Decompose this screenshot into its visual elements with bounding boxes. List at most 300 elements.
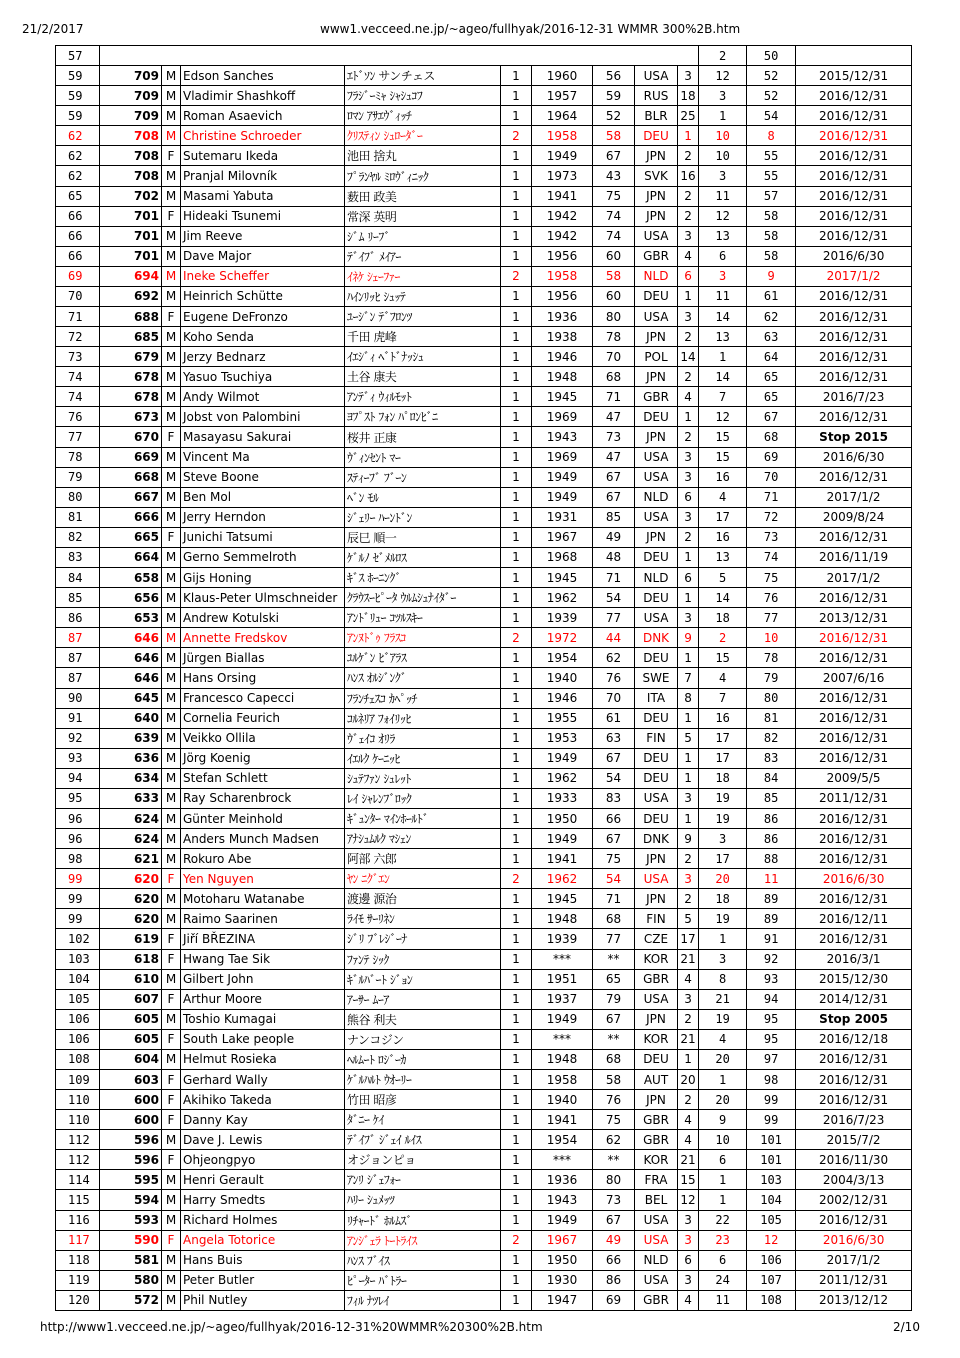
country-count-cell: 5 xyxy=(699,568,747,588)
points-cell: 701 xyxy=(100,226,162,246)
date-cell: 2016/12/31 xyxy=(796,1069,912,1089)
category-cell: 1 xyxy=(501,568,532,588)
sex-cell: F xyxy=(162,527,181,547)
birth-year-cell: 1936 xyxy=(532,1170,593,1190)
country-count-cell: 18 xyxy=(699,608,747,628)
rank-cell: 69 xyxy=(56,266,100,286)
country-rank-cell: 6 xyxy=(678,487,699,507)
country-rank-cell: 2 xyxy=(678,206,699,226)
sex-cell: M xyxy=(162,808,181,828)
age-cell: 65 xyxy=(593,969,635,989)
number-cell: 58 xyxy=(747,206,796,226)
country-count-cell: 15 xyxy=(699,648,747,668)
points-cell: 656 xyxy=(100,588,162,608)
birth-year-cell: 1945 xyxy=(532,889,593,909)
country-rank-cell: 9 xyxy=(678,628,699,648)
country-count-cell: 3 xyxy=(699,949,747,969)
country-count-cell: 1 xyxy=(699,929,747,949)
name-cell: Cornelia Feurich xyxy=(181,708,345,728)
points-cell: 665 xyxy=(100,527,162,547)
name-cell: Jiří BŘEZINA xyxy=(181,929,345,949)
age-cell: 49 xyxy=(593,527,635,547)
points-cell: 645 xyxy=(100,688,162,708)
country-cell: KOR xyxy=(635,949,678,969)
rank-cell: 65 xyxy=(56,186,100,206)
name-cell: Gerhard Wally xyxy=(181,1069,345,1089)
japanese-name-cell: ｲﾈｹ ｼｪｰﾌｧｰ xyxy=(345,266,501,286)
category-cell: 1 xyxy=(501,246,532,266)
rank-cell: 92 xyxy=(56,728,100,748)
points-cell: 600 xyxy=(100,1110,162,1130)
age-cell: 73 xyxy=(593,427,635,447)
rank-cell: 74 xyxy=(56,387,100,407)
category-cell: 1 xyxy=(501,467,532,487)
category-cell: 1 xyxy=(501,327,532,347)
number-cell: 86 xyxy=(747,808,796,828)
sex-cell: M xyxy=(162,1250,181,1270)
category-cell: 1 xyxy=(501,949,532,969)
name-cell: Gerno Semmelroth xyxy=(181,547,345,567)
name-cell: Veikko Ollila xyxy=(181,728,345,748)
japanese-name-cell: ﾘﾁｬｰﾄﾞ ﾎﾙﾑｽﾞ xyxy=(345,1210,501,1230)
country-cell: FIN xyxy=(635,728,678,748)
country-count-cell: 3 xyxy=(699,266,747,286)
name-cell: Arthur Moore xyxy=(181,989,345,1009)
category-cell: 1 xyxy=(501,367,532,387)
table-row xyxy=(56,768,912,788)
country-count-cell: 1 xyxy=(699,1069,747,1089)
country-rank-cell: 2 xyxy=(678,1090,699,1110)
table-row xyxy=(56,226,912,246)
category-cell: 1 xyxy=(501,1290,532,1310)
country-count-cell: 11 xyxy=(699,1290,747,1310)
points-cell: 636 xyxy=(100,748,162,768)
points-cell: 605 xyxy=(100,1029,162,1049)
birth-year-cell: 1962 xyxy=(532,869,593,889)
rank-cell: 79 xyxy=(56,467,100,487)
date-cell: 2016/12/31 xyxy=(796,628,912,648)
country-count-cell: 1 xyxy=(699,1190,747,1210)
date-cell: 2016/12/31 xyxy=(796,748,912,768)
category-cell: 1 xyxy=(501,447,532,467)
country-cell: USA xyxy=(635,447,678,467)
name-cell: Ben Mol xyxy=(181,487,345,507)
country-count-cell: 18 xyxy=(699,768,747,788)
birth-year-cell: 1939 xyxy=(532,608,593,628)
japanese-name-cell: ｷﾞｭﾝﾀｰ ﾏｲﾝﾎｰﾙﾄﾞ xyxy=(345,808,501,828)
birth-year-cell: 1940 xyxy=(532,668,593,688)
age-cell: 67 xyxy=(593,829,635,849)
category-cell: 1 xyxy=(501,1069,532,1089)
japanese-name-cell: ｱﾝﾄﾞﾘｭｰ ｺﾂﾙｽｷｰ xyxy=(345,608,501,628)
birth-year-cell: 1942 xyxy=(532,206,593,226)
date-cell: 2016/12/31 xyxy=(796,849,912,869)
number-cell: 75 xyxy=(747,568,796,588)
birth-year-cell: 1949 xyxy=(532,146,593,166)
age-cell: 68 xyxy=(593,367,635,387)
country-rank-cell: 4 xyxy=(678,1110,699,1130)
table-row xyxy=(56,86,912,106)
points-cell: 594 xyxy=(100,1190,162,1210)
birth-year-cell: 1943 xyxy=(532,427,593,447)
birth-year-cell: 1938 xyxy=(532,327,593,347)
country-number-cell: 2 xyxy=(699,46,747,66)
name-cell: Eugene DeFronzo xyxy=(181,307,345,327)
country-rank-cell: 3 xyxy=(678,307,699,327)
birth-year-cell: 1946 xyxy=(532,347,593,367)
name-cell: Jörg Koenig xyxy=(181,748,345,768)
rank-cell: 91 xyxy=(56,708,100,728)
birth-year-cell: 1969 xyxy=(532,447,593,467)
points-cell: 590 xyxy=(100,1230,162,1250)
rank-cell: 112 xyxy=(56,1150,100,1170)
table-row xyxy=(56,989,912,1009)
category-cell: 1 xyxy=(501,608,532,628)
birth-year-cell: 1945 xyxy=(532,568,593,588)
japanese-name-cell: ﾃﾞｲﾌﾞ ｼﾞｪｲ ﾙｲｽ xyxy=(345,1130,501,1150)
points-cell: 664 xyxy=(100,547,162,567)
age-cell: 58 xyxy=(593,126,635,146)
page-url-header: www1.vecceed.ne.jp/~ageo/fullhyak/2016-12-31 WMMR 300%2B.htm xyxy=(320,22,741,36)
table-row xyxy=(56,608,912,628)
date-cell: Stop 2015 xyxy=(796,427,912,447)
date-cell: Stop 2005 xyxy=(796,1009,912,1029)
age-cell: 66 xyxy=(593,808,635,828)
date-cell: 2016/12/31 xyxy=(796,126,912,146)
category-cell: 1 xyxy=(501,286,532,306)
age-cell: 70 xyxy=(593,347,635,367)
age-cell: 75 xyxy=(593,849,635,869)
points-cell: 600 xyxy=(100,1090,162,1110)
country-rank-cell: 2 xyxy=(678,367,699,387)
birth-year-cell: 1939 xyxy=(532,929,593,949)
age-cell: 67 xyxy=(593,467,635,487)
sex-cell: M xyxy=(162,1130,181,1150)
birth-year-cell: 1950 xyxy=(532,808,593,828)
country-rank-cell: 16 xyxy=(678,166,699,186)
birth-year-cell: 1946 xyxy=(532,688,593,708)
age-cell: 83 xyxy=(593,788,635,808)
age-cell: 44 xyxy=(593,628,635,648)
points-cell: 708 xyxy=(100,146,162,166)
country-rank-cell: 18 xyxy=(678,86,699,106)
name-cell: Steve Boone xyxy=(181,467,345,487)
number-cell: 91 xyxy=(747,929,796,949)
age-cell: 54 xyxy=(593,768,635,788)
category-cell: 1 xyxy=(501,1270,532,1290)
country-cell: JPN xyxy=(635,327,678,347)
category-cell: 1 xyxy=(501,206,532,226)
sex-cell: M xyxy=(162,407,181,427)
country-rank-cell: 3 xyxy=(678,507,699,527)
rank-cell: 114 xyxy=(56,1170,100,1190)
country-cell: USA xyxy=(635,788,678,808)
name-cell: Pranjal Milovník xyxy=(181,166,345,186)
age-cell: 74 xyxy=(593,226,635,246)
age-cell: 67 xyxy=(593,748,635,768)
japanese-name-cell: ｷﾞｽ ﾎｰﾆﾝｸﾞ xyxy=(345,568,501,588)
age-cell: 86 xyxy=(593,1270,635,1290)
sex-cell: M xyxy=(162,648,181,668)
number-cell: 107 xyxy=(747,1270,796,1290)
sex-cell: M xyxy=(162,467,181,487)
country-cell: GBR xyxy=(635,387,678,407)
number-cell: 89 xyxy=(747,889,796,909)
country-cell: JPN xyxy=(635,186,678,206)
country-rank-cell: 3 xyxy=(678,989,699,1009)
points-cell: 605 xyxy=(100,1009,162,1029)
country-count-cell: 17 xyxy=(699,748,747,768)
country-count-cell: 24 xyxy=(699,1270,747,1290)
country-count-cell: 13 xyxy=(699,327,747,347)
date-cell xyxy=(796,46,912,66)
number-cell: 50 xyxy=(747,46,796,66)
birth-year-cell: 1954 xyxy=(532,1130,593,1150)
category-cell: 2 xyxy=(501,628,532,648)
country-cell: USA xyxy=(635,1210,678,1230)
table-row xyxy=(56,367,912,387)
category-cell: 1 xyxy=(501,668,532,688)
date-cell: 2016/12/31 xyxy=(796,889,912,909)
number-cell: 61 xyxy=(747,286,796,306)
birth-year-cell: 1941 xyxy=(532,849,593,869)
country-count-cell: 3 xyxy=(699,86,747,106)
country-rank-cell: 2 xyxy=(678,427,699,447)
japanese-name-cell: ﾋﾟｰﾀｰ ﾊﾞﾄﾗｰ xyxy=(345,1270,501,1290)
japanese-name-cell: ｼﾞｪﾘｰ ﾊｰﾝﾄﾞﾝ xyxy=(345,507,501,527)
date-cell: 2016/12/31 xyxy=(796,808,912,828)
category-cell: 1 xyxy=(501,708,532,728)
category-cell: 1 xyxy=(501,909,532,929)
country-rank-cell: 3 xyxy=(678,467,699,487)
rank-cell: 59 xyxy=(56,106,100,126)
country-rank-cell: 1 xyxy=(678,1049,699,1069)
number-cell: 65 xyxy=(747,387,796,407)
number-cell: 104 xyxy=(747,1190,796,1210)
age-cell: 85 xyxy=(593,507,635,527)
category-cell: 1 xyxy=(501,1210,532,1230)
date-cell: 2016/12/31 xyxy=(796,146,912,166)
country-cell: NLD xyxy=(635,487,678,507)
table-row xyxy=(56,1090,912,1110)
sex-cell: M xyxy=(162,547,181,567)
country-cell: JPN xyxy=(635,889,678,909)
japanese-name-cell: ﾍﾞﾝ ﾓﾙ xyxy=(345,487,501,507)
date-cell: 2016/12/31 xyxy=(796,407,912,427)
number-cell: 108 xyxy=(747,1290,796,1310)
japanese-name-cell: ﾊﾘｰ ｼｭﾒｯﾂ xyxy=(345,1190,501,1210)
country-rank-cell: 6 xyxy=(678,568,699,588)
points-cell: 668 xyxy=(100,467,162,487)
name-cell: Dave J. Lewis xyxy=(181,1130,345,1150)
table-row xyxy=(56,166,912,186)
number-cell: 12 xyxy=(747,1230,796,1250)
age-cell: 80 xyxy=(593,1170,635,1190)
number-cell: 74 xyxy=(747,547,796,567)
japanese-name-cell: ﾌﾗｼﾞｰﾐｬ ｼｬｼｭｺﾌ xyxy=(345,86,501,106)
country-rank-cell: 3 xyxy=(678,869,699,889)
sex-cell: F xyxy=(162,929,181,949)
japanese-name-cell: 土谷 康夫 xyxy=(345,367,501,387)
number-cell: 97 xyxy=(747,1049,796,1069)
country-cell: RUS xyxy=(635,86,678,106)
country-rank-cell: 21 xyxy=(678,1029,699,1049)
country-rank-cell: 2 xyxy=(678,527,699,547)
sex-cell: M xyxy=(162,186,181,206)
sex-cell: M xyxy=(162,1290,181,1310)
sex-cell: F xyxy=(162,989,181,1009)
table-row xyxy=(56,1069,912,1089)
rank-cell: 96 xyxy=(56,808,100,828)
japanese-name-cell: 竹田 昭彦 xyxy=(345,1090,501,1110)
number-cell: 94 xyxy=(747,989,796,1009)
country-cell: JPN xyxy=(635,146,678,166)
name-cell: Hans Orsing xyxy=(181,668,345,688)
table-row xyxy=(56,1049,912,1069)
country-cell: CZE xyxy=(635,929,678,949)
country-cell: JPN xyxy=(635,427,678,447)
japanese-name-cell: ｲｴﾙｸ ｹｰﾆｯﾋ xyxy=(345,748,501,768)
japanese-name-cell: ﾖﾌﾟｽﾄ ﾌｫﾝ ﾊﾟﾛﾝﾋﾞﾆ xyxy=(345,407,501,427)
country-count-cell: 17 xyxy=(699,728,747,748)
date-cell: 2016/7/23 xyxy=(796,1110,912,1130)
japanese-name-cell: ﾕﾙｹﾞﾝ ﾋﾞｱﾗｽ xyxy=(345,648,501,668)
rank-cell: 73 xyxy=(56,347,100,367)
japanese-name-cell: ﾍﾙﾑｰﾄ ﾛｼﾞｰｶ xyxy=(345,1049,501,1069)
country-cell: KOR xyxy=(635,1029,678,1049)
date-cell: 2002/12/31 xyxy=(796,1190,912,1210)
number-cell: 80 xyxy=(747,688,796,708)
name-cell: Hideaki Tsunemi xyxy=(181,206,345,226)
number-cell: 103 xyxy=(747,1170,796,1190)
country-rank-cell: 1 xyxy=(678,407,699,427)
category-cell: 1 xyxy=(501,527,532,547)
country-rank-cell: 17 xyxy=(678,929,699,949)
category-cell: 1 xyxy=(501,829,532,849)
japanese-name-cell: ﾊﾝｽ ｵﾙｼﾞﾝｸﾞ xyxy=(345,668,501,688)
table-row xyxy=(56,788,912,808)
date-cell: 2015/12/31 xyxy=(796,66,912,86)
country-count-cell: 1 xyxy=(699,347,747,367)
sex-cell: M xyxy=(162,728,181,748)
rank-cell: 59 xyxy=(56,86,100,106)
birth-year-cell: 1941 xyxy=(532,1110,593,1130)
country-rank-cell: 1 xyxy=(678,648,699,668)
number-cell: 55 xyxy=(747,146,796,166)
age-cell: 60 xyxy=(593,246,635,266)
country-rank-cell: 2 xyxy=(678,1009,699,1029)
table-row xyxy=(56,728,912,748)
sex-cell: M xyxy=(162,588,181,608)
country-cell: DEU xyxy=(635,286,678,306)
date-cell: 2015/12/30 xyxy=(796,969,912,989)
japanese-name-cell: ﾀﾞﾆｰ ｹｲ xyxy=(345,1110,501,1130)
category-cell: 1 xyxy=(501,788,532,808)
table-row xyxy=(56,1190,912,1210)
name-cell: Stefan Schlett xyxy=(181,768,345,788)
table-row xyxy=(56,748,912,768)
name-cell: Gilbert John xyxy=(181,969,345,989)
country-rank-cell: 20 xyxy=(678,1069,699,1089)
country-count-cell: 19 xyxy=(699,909,747,929)
category-cell: 1 xyxy=(501,849,532,869)
points-cell: 692 xyxy=(100,286,162,306)
country-cell: DEU xyxy=(635,547,678,567)
rank-cell: 99 xyxy=(56,869,100,889)
sex-cell: M xyxy=(162,1210,181,1230)
points-cell: 621 xyxy=(100,849,162,869)
birth-year-cell: 1940 xyxy=(532,1090,593,1110)
name-cell: Yasuo Tsuchiya xyxy=(181,367,345,387)
birth-year-cell: 1949 xyxy=(532,1210,593,1230)
name-cell: Hans Buis xyxy=(181,1250,345,1270)
points-cell: 610 xyxy=(100,969,162,989)
birth-year-cell: 1968 xyxy=(532,547,593,567)
table-row xyxy=(56,949,912,969)
country-count-cell: 19 xyxy=(699,808,747,828)
country-rank-cell: 14 xyxy=(678,347,699,367)
points-cell: 620 xyxy=(100,869,162,889)
points-cell: 688 xyxy=(100,307,162,327)
country-cell: KOR xyxy=(635,1150,678,1170)
japanese-name-cell: 常深 英明 xyxy=(345,206,501,226)
table-row xyxy=(56,849,912,869)
country-count-cell: 20 xyxy=(699,1049,747,1069)
japanese-name-cell: ﾌｨﾙ ﾅﾂﾚｲ xyxy=(345,1290,501,1310)
sex-cell: M xyxy=(162,507,181,527)
rank-cell: 103 xyxy=(56,949,100,969)
sex-cell: M xyxy=(162,668,181,688)
table-row xyxy=(56,829,912,849)
country-rank-cell: 2 xyxy=(678,327,699,347)
sex-cell: M xyxy=(162,1049,181,1069)
country-cell: NLD xyxy=(635,1250,678,1270)
country-cell: GBR xyxy=(635,1110,678,1130)
table-row xyxy=(56,106,912,126)
page-url-footer: http://www1.vecceed.ne.jp/~ageo/fullhyak/2016-12-31%20WMMR%20300%2B.htm xyxy=(40,1320,543,1334)
name-cell: Toshio Kumagai xyxy=(181,1009,345,1029)
country-rank-cell: 1 xyxy=(678,708,699,728)
age-cell: 67 xyxy=(593,146,635,166)
age-cell: 76 xyxy=(593,668,635,688)
country-count-cell: 12 xyxy=(699,407,747,427)
country-count-cell: 20 xyxy=(699,869,747,889)
table-row xyxy=(56,1170,912,1190)
table-row xyxy=(56,347,912,367)
number-cell: 58 xyxy=(747,246,796,266)
age-cell: 67 xyxy=(593,1009,635,1029)
number-cell: 54 xyxy=(747,106,796,126)
date-cell: 2016/12/31 xyxy=(796,106,912,126)
sex-cell: F xyxy=(162,1230,181,1250)
number-cell: 95 xyxy=(747,1029,796,1049)
rank-cell: 70 xyxy=(56,286,100,306)
age-cell: 78 xyxy=(593,327,635,347)
number-cell: 58 xyxy=(747,226,796,246)
points-cell: 618 xyxy=(100,949,162,969)
birth-year-cell: 1962 xyxy=(532,588,593,608)
sex-cell: M xyxy=(162,367,181,387)
date-cell: 2017/1/2 xyxy=(796,568,912,588)
table-row xyxy=(56,1250,912,1270)
category-cell: 1 xyxy=(501,146,532,166)
name-cell: Danny Kay xyxy=(181,1110,345,1130)
country-rank-cell: 2 xyxy=(678,186,699,206)
country-count-cell: 6 xyxy=(699,1250,747,1270)
name-cell: Anders Munch Madsen xyxy=(181,829,345,849)
japanese-name-cell: 千田 虎峰 xyxy=(345,327,501,347)
rank-cell: 57 xyxy=(56,46,100,66)
